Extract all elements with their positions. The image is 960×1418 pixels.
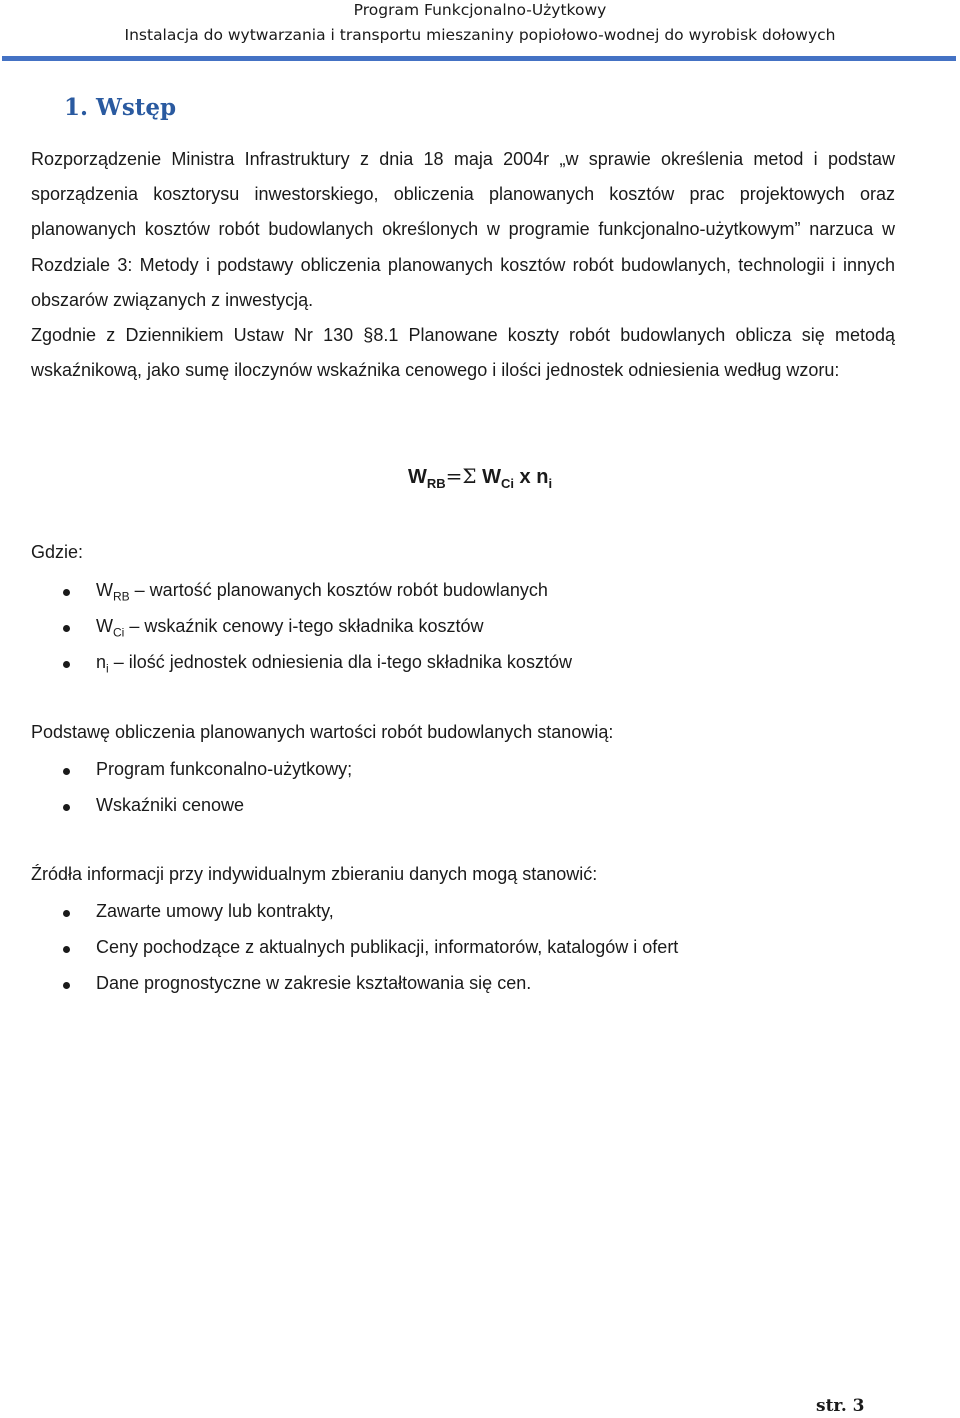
definition-text: – wartość planowanych kosztów robót budowlanych (129, 580, 548, 600)
section-number: 1. (64, 94, 89, 121)
source-item: Dane prognostyczne w zakresie kształtowania się cen. (96, 973, 532, 993)
definition-item (96, 616, 484, 640)
page-number: str. 3 (816, 1396, 865, 1416)
formula-symbol: n (536, 466, 549, 488)
intro-paragraph: Rozporządzenie Ministra Infrastruktury z dnia 18 maja 2004r „w sprawie określenia metod i podstaw sporządzenia kosztorysu inwestorskiego, obliczenia planowanych kosztów prac projektowych oraz planowanych kosztów robót budowlanych określonych w programie funkcjonalno-użytkowym” narzuca w Rozdziale 3: Metody i podstawy obliczenia planowanych kosztów robót budowlanych, technologii i innych obszarów związanych z inwestycją. (31, 149, 895, 310)
formula-symbol: W (407, 466, 427, 488)
definition-text: – ilość jednostek odniesienia dla i-tego składnika kosztów (108, 652, 572, 672)
bullet-dot (63, 589, 70, 596)
header-divider (2, 56, 956, 61)
source-item: Zawarte umowy lub kontrakty, (96, 901, 334, 921)
bullet-dot (63, 768, 70, 775)
definition-text: – wskaźnik cenowy i-tego składnika kosztów (124, 616, 484, 636)
bullet-dot (63, 910, 70, 917)
formula-subscript: Ci (500, 476, 514, 491)
definition-item (96, 580, 548, 604)
section-heading (64, 94, 176, 121)
definition-symbol: W (96, 616, 113, 636)
basis-item: Program funkconalno-użytkowy; (96, 759, 353, 779)
section-title: Wstęp (96, 94, 177, 121)
formula-subscript: i (548, 476, 553, 491)
source-item: Ceny pochodzące z aktualnych publikacji, informatorów, katalogów i ofert (96, 937, 679, 957)
method-paragraph: Zgodnie z Dziennikiem Ustaw Nr 130 §8.1 Planowane koszty robót budowlanych oblicza się metodą wskaźnikową, jako sumę iloczynów wskaźnika cenowego i ilości jednostek odniesienia według wzoru: (31, 325, 895, 381)
definition-subscript: RB (113, 589, 130, 604)
definition-item (96, 652, 572, 676)
sources-label: Źródła informacji przy indywidualnym zbieraniu danych mogą stanowić: (31, 864, 598, 884)
document-subtitle: Instalacja do wytwarzania i transportu mieszaniny popiołowo-wodnej do wyrobisk dołowych (124, 26, 836, 44)
definition-symbol: n (96, 652, 107, 672)
where-label: Gdzie: (31, 542, 84, 562)
basis-item: Wskaźniki cenowe (96, 795, 245, 815)
basis-label: Podstawę obliczenia planowanych wartości robót budowlanych stanowią: (31, 722, 614, 742)
definition-subscript: i (106, 661, 109, 676)
bullet-dot (63, 982, 70, 989)
bullet-dot (63, 804, 70, 811)
formula-symbol: W (482, 466, 501, 488)
definition-symbol: W (96, 580, 113, 600)
formula-subscript: RB (426, 476, 446, 491)
bullet-dot (63, 661, 70, 668)
formula-equals: = (445, 464, 463, 488)
document-title: Program Funkcjonalno-Użytkowy (353, 1, 607, 19)
formula-times: x (513, 466, 537, 488)
formula-sigma: Σ (462, 464, 477, 488)
bullet-dot (63, 625, 70, 632)
definition-subscript: Ci (113, 625, 125, 640)
bullet-dot (63, 946, 70, 953)
cost-formula (0, 464, 960, 491)
